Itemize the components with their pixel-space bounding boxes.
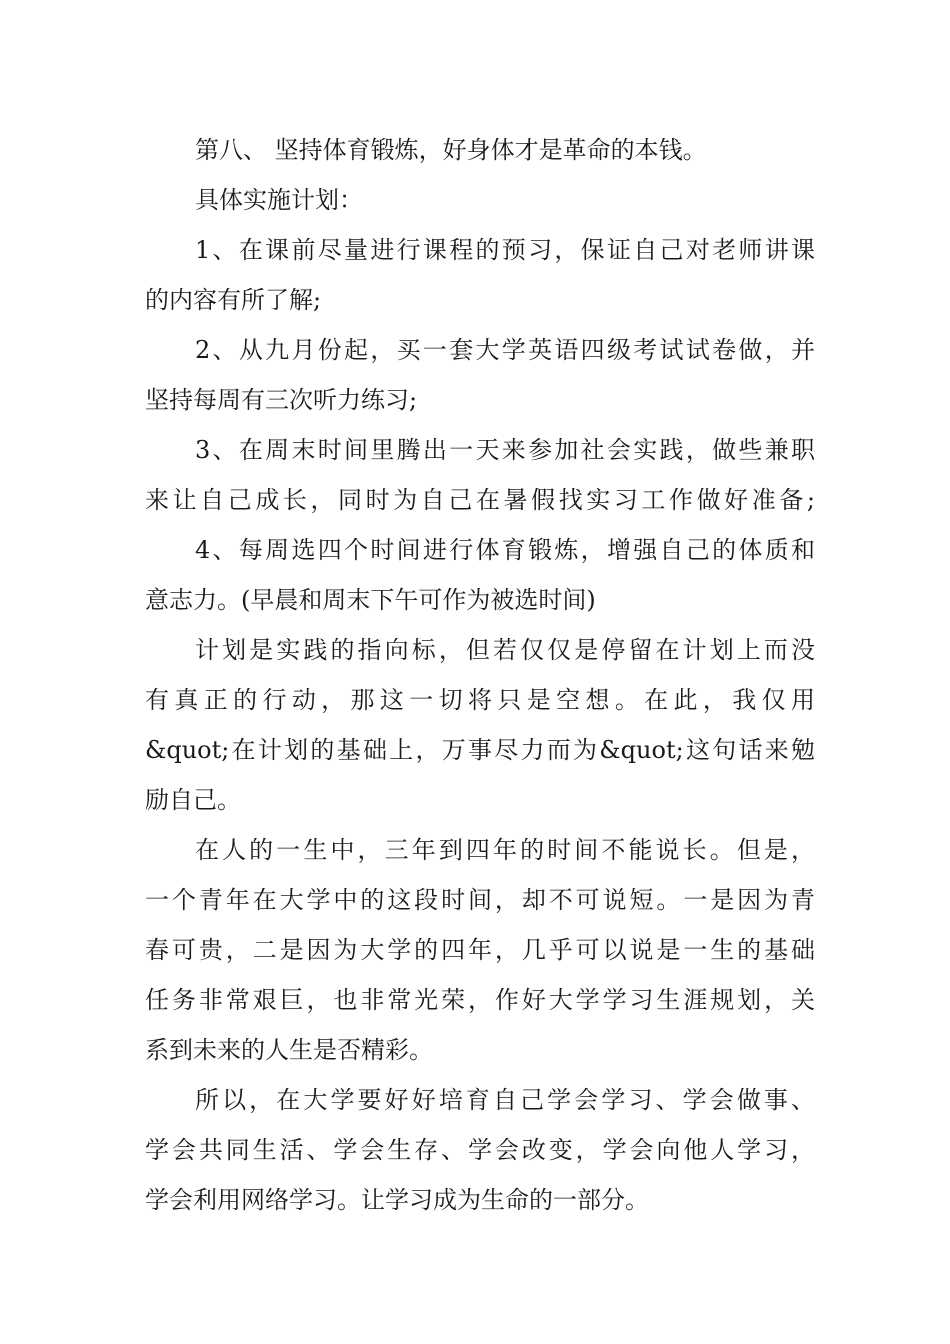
text-line: 3、在周末时间里腾出一天来参加社会实践，做些兼职 [195,436,815,464]
text-line: 坚持每周有三次听力练习; [145,386,418,414]
text-line: 意志力。(早晨和周末下午可作为被选时间) [145,586,596,614]
text-line: 在人的一生中，三年到四年的时间不能说长。但是， [195,836,815,864]
text-line: 励自己。 [145,786,241,814]
text-line: 有真正的行动，那这一切将只是空想。在此，我仅用 [145,686,815,714]
text-line: 任务非常艰巨，也非常光荣，作好大学学习生涯规划，关 [145,986,815,1014]
text-line: 所以，在大学要好好培育自己学会学习、学会做事、 [195,1086,815,1114]
text-line: 4、每周选四个时间进行体育锻炼，增强自己的体质和 [195,536,815,564]
text-line: 春可贵，二是因为大学的四年，几乎可以说是一生的基础 [145,936,815,964]
text-line: 具体实施计划： [195,186,363,214]
text-line: 2、从九月份起，买一套大学英语四级考试试卷做，并 [195,336,815,364]
text-line: &quot;在计划的基础上，万事尽力而为&quot;这句话来勉 [145,736,815,764]
text-line: 第八、 坚持体育锻炼，好身体才是革命的本钱。 [195,136,707,164]
text-line: 来让自己成长，同时为自己在暑假找实习工作做好准备; [145,486,815,514]
text-line: 计划是实践的指向标，但若仅仅是停留在计划上而没 [195,636,815,664]
text-line: 系到未来的人生是否精彩。 [145,1036,433,1064]
text-line: 一个青年在大学中的这段时间，却不可说短。一是因为青 [145,886,815,914]
text-line: 1、在课前尽量进行课程的预习，保证自己对老师讲课 [195,236,815,264]
text-line: 学会利用网络学习。让学习成为生命的一部分。 [145,1186,649,1214]
text-line: 学会共同生活、学会生存、学会改变，学会向他人学习， [145,1136,815,1164]
text-line: 的内容有所了解; [145,286,322,314]
